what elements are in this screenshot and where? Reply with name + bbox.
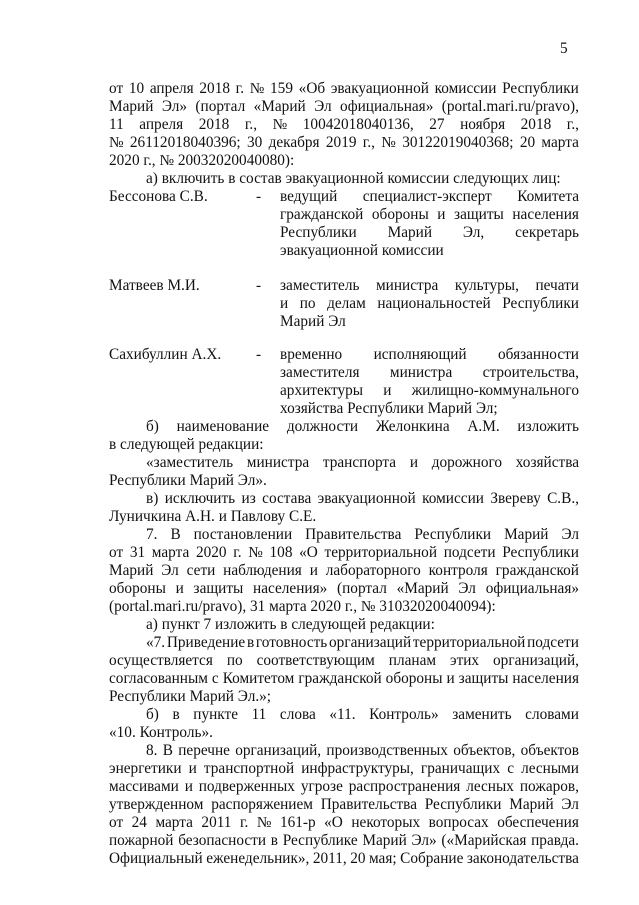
word: территориальной	[324, 544, 438, 561]
word: Республике	[282, 832, 358, 849]
word: исполняющий	[373, 346, 467, 363]
text-line	[280, 364, 579, 382]
word: лесных	[466, 778, 514, 795]
text-line	[280, 277, 579, 295]
word: гражданской	[298, 670, 382, 687]
word: 30122019040368;	[402, 134, 514, 151]
word: граничащих	[420, 760, 501, 777]
word: 2018	[198, 116, 230, 133]
word: транспортной	[203, 760, 295, 777]
word: дорожного	[431, 454, 503, 471]
word: и	[280, 295, 289, 312]
word: г.,	[244, 116, 258, 133]
word: Марий	[109, 98, 154, 115]
text-line: Марий Эл	[280, 313, 346, 330]
text-line	[146, 418, 579, 436]
text-line	[109, 544, 579, 562]
text-line: Сахибуллин А.Х.	[109, 346, 222, 363]
text-line	[109, 80, 579, 98]
word: ноября	[460, 116, 506, 133]
word: в	[270, 832, 278, 849]
word: б)	[146, 706, 159, 723]
text-line	[109, 670, 579, 688]
word: пожаров,	[519, 778, 579, 795]
word: 31	[129, 544, 146, 561]
word: 161-р	[279, 814, 316, 831]
word: специалист-эксперт	[362, 188, 492, 205]
text-line	[146, 742, 579, 760]
word: защиты	[458, 670, 509, 687]
word: строительства,	[482, 364, 579, 381]
text-line: Бессонова С.В.	[109, 188, 208, 205]
word: №	[248, 544, 263, 561]
word: лабораторного	[325, 562, 421, 579]
text-line	[280, 188, 579, 206]
word: Приведение	[166, 634, 246, 651]
text-line	[280, 206, 579, 224]
word: 2011,	[312, 850, 347, 867]
text-line	[109, 116, 579, 134]
word: Эл	[561, 526, 579, 543]
word: Марий	[504, 526, 549, 543]
word: распоряжением	[211, 796, 313, 813]
text-line	[109, 580, 579, 598]
word: Эл»	[411, 832, 437, 849]
text-line	[280, 224, 579, 242]
word: защиты	[454, 206, 504, 223]
word: постановлении	[193, 526, 293, 543]
word: организаций	[329, 634, 412, 651]
word: контроля	[428, 562, 488, 579]
word: 2018	[199, 80, 230, 97]
word: декабря	[268, 134, 320, 151]
word: 30	[246, 134, 263, 151]
word: национальностей	[377, 295, 491, 312]
word: Марий	[109, 562, 154, 579]
word: обороны	[371, 206, 429, 223]
word: 159	[270, 80, 293, 97]
text-line: а) пункт 7 изложить в следующей редакции:	[146, 616, 435, 633]
word: Контроль»	[369, 706, 439, 723]
word: марта	[155, 814, 193, 831]
word: Звереву	[490, 490, 541, 507]
word: 20	[350, 850, 366, 867]
word: и	[409, 454, 418, 471]
word: вопросах	[428, 814, 489, 831]
text-line: а) включить в состав эвакуационной комиссии следующих лиц:	[146, 170, 561, 187]
word: и	[437, 206, 446, 223]
word: печати	[535, 277, 579, 294]
word: Собрание	[400, 850, 464, 867]
word: осуществляется	[109, 652, 213, 669]
word: «О	[324, 814, 343, 831]
word: «заместитель	[146, 454, 234, 471]
word: соответствующим	[256, 652, 375, 669]
word: распространения	[348, 778, 461, 795]
word: 27	[429, 116, 445, 133]
word: угрозе	[300, 778, 343, 795]
word: от	[109, 80, 124, 97]
word: В	[170, 526, 181, 543]
word: инфраструктуры,	[301, 760, 414, 777]
word: исключить	[164, 490, 236, 507]
text-line: хозяйства Республики Марий Эл;	[280, 400, 498, 417]
word: населения	[512, 670, 579, 687]
word: словами	[525, 706, 579, 723]
word: и	[446, 670, 455, 687]
word: «11.	[329, 706, 356, 723]
word: наблюдения	[223, 562, 302, 579]
word: комиссии	[434, 80, 497, 97]
word: архитектуры	[280, 382, 364, 399]
word: территориальной	[412, 634, 526, 651]
word: В	[162, 742, 173, 759]
word: 7.	[146, 526, 158, 543]
word: населения»	[253, 580, 328, 597]
word: производственных	[326, 742, 448, 759]
word: гражданской	[280, 206, 364, 223]
text-line	[146, 490, 579, 508]
text-line: Республики Марий Эл».	[109, 472, 267, 489]
word: А.М.	[467, 418, 500, 435]
word: слова	[279, 706, 316, 723]
text-line: -	[256, 188, 262, 205]
text-line: эвакуационной комиссии	[280, 242, 444, 259]
word: «7.	[146, 634, 166, 651]
word: (портал	[195, 98, 246, 115]
word: в	[246, 634, 255, 651]
word: ведущий	[280, 188, 338, 205]
text-line	[109, 850, 579, 868]
text-line: «10. Контроль».	[109, 724, 213, 741]
word: организаций,	[235, 742, 322, 759]
word: Правительства	[305, 526, 402, 543]
word: Желонкина	[375, 418, 450, 435]
text-line	[109, 832, 579, 850]
word: обеспечения	[497, 814, 579, 831]
word: в	[172, 706, 180, 723]
word: г.	[233, 544, 242, 561]
word: г.	[239, 814, 249, 831]
text-line	[109, 814, 579, 832]
word: делам	[327, 295, 366, 312]
word: Республики	[502, 80, 579, 97]
text-line	[109, 760, 579, 778]
text-line: -	[256, 277, 262, 294]
word: Республики	[424, 796, 502, 813]
word: 26112018040396;	[129, 134, 241, 151]
text-line	[109, 562, 579, 580]
word: апреля	[139, 116, 184, 133]
word: г.,	[566, 116, 579, 133]
word: заместителя	[280, 364, 360, 381]
word: №	[109, 134, 124, 151]
word: Эл,	[462, 224, 485, 241]
word: Правительства	[320, 796, 417, 813]
word: министра	[246, 454, 310, 471]
word: подверженных	[198, 778, 295, 795]
word: утвержденном	[109, 796, 204, 813]
text-line: Луничкина А.Н. и Павлову С.Е.	[109, 508, 317, 525]
word: лесными	[521, 760, 579, 777]
word: «Марий	[253, 98, 306, 115]
word: еженедельник»,	[206, 850, 310, 867]
word: Эл	[161, 562, 179, 579]
word: 8.	[146, 742, 158, 759]
text-line	[280, 295, 579, 313]
word: временно	[280, 346, 343, 363]
word: перечне	[178, 742, 230, 759]
word: 108	[269, 544, 293, 561]
text-line: -	[256, 346, 262, 363]
word: №	[272, 116, 288, 133]
word: и	[383, 382, 392, 399]
word: пункте	[193, 706, 239, 723]
word: обороны	[109, 580, 166, 597]
word: 20	[519, 134, 536, 151]
word: изложить	[517, 418, 579, 435]
word: в)	[146, 490, 159, 507]
word: марта	[541, 134, 579, 151]
word: объектов	[520, 742, 579, 759]
word: Эл	[458, 580, 476, 597]
word: Комитета	[517, 188, 579, 205]
word: и	[188, 760, 197, 777]
word: пожарной	[109, 832, 174, 849]
word: комиссии	[422, 490, 484, 507]
word: 2019	[325, 134, 357, 151]
word: объектов,	[453, 742, 516, 759]
word: по	[299, 295, 316, 312]
word: обороны	[385, 670, 443, 687]
word: г.	[235, 80, 245, 97]
word: (портал	[337, 580, 387, 597]
word: и	[184, 778, 193, 795]
word: 11	[109, 116, 124, 133]
text-line	[146, 634, 579, 652]
word: «Марий	[396, 580, 449, 597]
text-line	[280, 382, 579, 400]
text-line	[146, 526, 579, 544]
word: из	[241, 490, 256, 507]
word: жилищно-коммунального	[411, 382, 579, 399]
word: Марий	[362, 832, 407, 849]
word: от	[109, 814, 124, 831]
text-line	[146, 706, 579, 724]
word: некоторых	[351, 814, 421, 831]
word: населения	[512, 206, 579, 223]
word: 11	[251, 706, 267, 723]
text-line: (portal.mari.ru/pravo), 31 марта 2020 г., № 31032020040094):	[109, 598, 496, 615]
word: наименование	[176, 418, 270, 435]
word: обязанности	[498, 346, 579, 363]
word: 2011	[201, 814, 232, 831]
word: министра	[389, 364, 453, 381]
word: и	[175, 580, 184, 597]
text-line	[109, 778, 579, 796]
word: массивами	[109, 778, 179, 795]
word: хозяйства	[515, 454, 579, 471]
word: Республики	[502, 295, 579, 312]
word: сети	[186, 562, 216, 579]
word: апреля	[149, 80, 194, 97]
word: организаций,	[493, 652, 579, 669]
word: Республики	[280, 224, 357, 241]
word: 24	[131, 814, 147, 831]
word: подсети	[527, 634, 579, 651]
word: №	[256, 814, 272, 831]
word: б)	[146, 418, 159, 435]
word: («Марийская	[441, 832, 527, 849]
word: заменить	[452, 706, 512, 723]
word: защиты	[193, 580, 244, 597]
word: эвакуационной	[330, 80, 429, 97]
word: Марий	[509, 796, 554, 813]
word: министра	[375, 277, 439, 294]
word: «О	[299, 544, 318, 561]
word: С.В.,	[547, 490, 579, 507]
word: с	[211, 670, 219, 687]
word: Эл»	[161, 98, 188, 115]
word: гражданской	[495, 562, 579, 579]
word: подсети	[443, 544, 496, 561]
word: Эл	[314, 98, 332, 115]
word: 2020	[195, 544, 227, 561]
word: от	[109, 544, 124, 561]
word: законодательства	[466, 850, 579, 867]
word: №	[249, 80, 265, 97]
word: марта	[151, 544, 190, 561]
text-line: в следующей редакции:	[109, 436, 264, 453]
word: заместитель	[280, 277, 360, 294]
text-line	[109, 134, 579, 152]
word: эвакуационной	[317, 490, 416, 507]
word: мая;	[368, 850, 397, 867]
word: 10	[128, 80, 145, 97]
word: Республики	[502, 544, 579, 561]
word: «Об	[298, 80, 326, 97]
word: безопасности	[178, 832, 267, 849]
text-line	[280, 346, 579, 364]
word: Комитетом	[222, 670, 295, 687]
word: готовность	[255, 634, 328, 651]
text-line	[146, 454, 579, 472]
word: Эл	[561, 796, 579, 813]
word: секретарь	[515, 224, 579, 241]
word: планам	[388, 652, 437, 669]
word: официальная»	[340, 98, 434, 115]
word: транспорта	[322, 454, 397, 471]
page-number: 5	[560, 40, 568, 57]
word: г.,	[362, 134, 375, 151]
word: (portal.mari.ru/pravo),	[441, 98, 579, 115]
word: Марий	[387, 224, 433, 241]
word: официальная»	[485, 580, 579, 597]
text-line: 2020 г., № 20032020040080):	[109, 152, 295, 169]
word: 10042018040136,	[302, 116, 414, 133]
word: 2018	[520, 116, 552, 133]
text-line: Республики Марий Эл.»;	[109, 688, 272, 705]
word: энергетики	[109, 760, 182, 777]
word: и	[309, 562, 318, 579]
text-line	[109, 796, 579, 814]
text-line	[109, 652, 579, 670]
text-line: Матвеев М.И.	[109, 277, 200, 294]
word: согласованным	[109, 670, 208, 687]
word: с	[507, 760, 514, 777]
word: №	[381, 134, 396, 151]
word: по	[226, 652, 243, 669]
word: культуры,	[454, 277, 519, 294]
word: правда.	[531, 832, 579, 849]
word: Официальный	[109, 850, 203, 867]
word: этих	[450, 652, 480, 669]
word: Республики	[414, 526, 492, 543]
text-line	[109, 98, 579, 116]
word: должности	[286, 418, 359, 435]
word: состава	[262, 490, 312, 507]
